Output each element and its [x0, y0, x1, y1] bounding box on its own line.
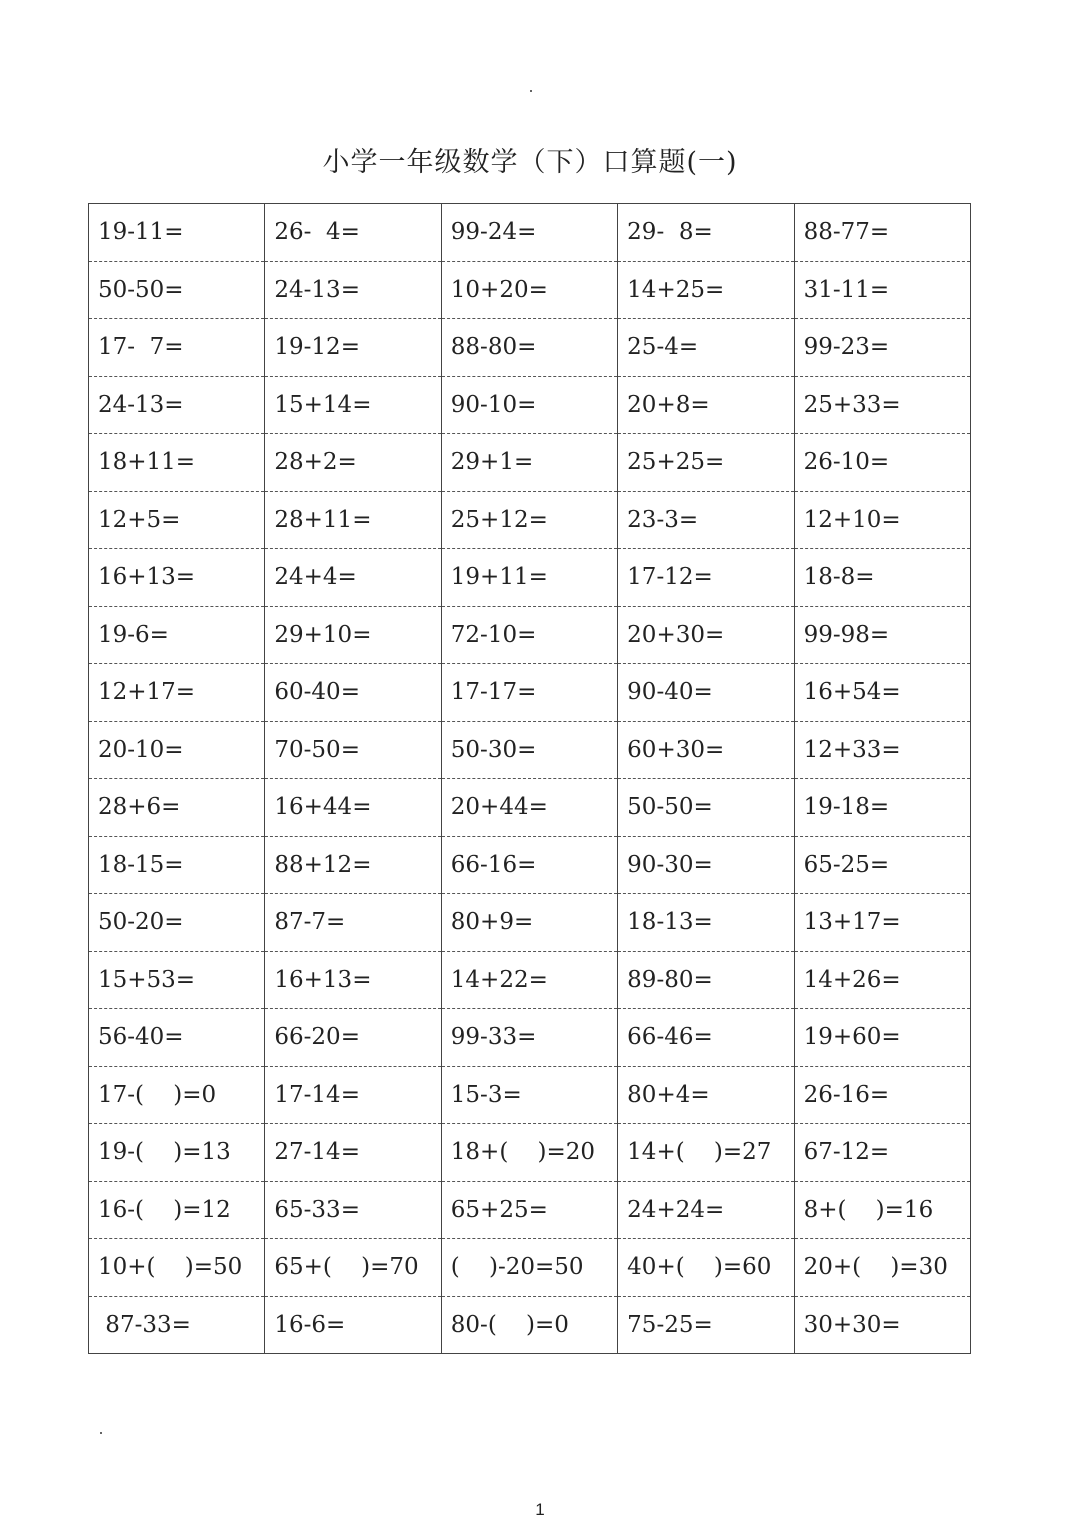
problem-cell: 19-( )=13 [89, 1124, 265, 1182]
problem-cell: 88-77= [794, 204, 970, 262]
problem-cell: 25+12= [441, 491, 617, 549]
problem-cell: 80+9= [441, 894, 617, 952]
arithmetic-table-body [89, 204, 971, 1354]
table-row [89, 549, 971, 607]
problem-cell: 20+44= [441, 779, 617, 837]
problem-cell: 50-20= [89, 894, 265, 952]
problem-cell: 12+33= [794, 721, 970, 779]
table-row [89, 1009, 971, 1067]
problem-cell: 65+( )=70 [265, 1239, 441, 1297]
problem-cell: 20+8= [618, 376, 794, 434]
problem-cell: 50-50= [618, 779, 794, 837]
problem-cell: 26-16= [794, 1066, 970, 1124]
problem-cell: 26-10= [794, 434, 970, 492]
table-row [89, 894, 971, 952]
table-row [89, 1239, 971, 1297]
problem-cell: 19+60= [794, 1009, 970, 1067]
problem-cell: 65+25= [441, 1181, 617, 1239]
problem-cell: 18+( )=20 [441, 1124, 617, 1182]
problem-cell: 90-40= [618, 664, 794, 722]
problem-cell: 90-10= [441, 376, 617, 434]
problem-cell: 16+13= [89, 549, 265, 607]
table-row [89, 376, 971, 434]
table-row [89, 1181, 971, 1239]
problem-cell: 28+2= [265, 434, 441, 492]
table-row [89, 204, 971, 262]
table-row [89, 779, 971, 837]
problem-cell: 28+11= [265, 491, 441, 549]
problem-cell: 99-23= [794, 319, 970, 377]
problem-cell: 80+4= [618, 1066, 794, 1124]
problem-cell: 23-3= [618, 491, 794, 549]
table-row [89, 721, 971, 779]
problem-cell: 72-10= [441, 606, 617, 664]
problem-cell: 66-16= [441, 836, 617, 894]
table-row [89, 664, 971, 722]
problem-cell: 87-33= [89, 1296, 265, 1354]
problem-cell: 16+13= [265, 951, 441, 1009]
table-row [89, 1066, 971, 1124]
problem-cell: 25+33= [794, 376, 970, 434]
problem-cell: 19-6= [89, 606, 265, 664]
problem-cell: 29+10= [265, 606, 441, 664]
problem-cell: 65-33= [265, 1181, 441, 1239]
problem-cell: 14+( )=27 [618, 1124, 794, 1182]
problem-cell: 17- 7= [89, 319, 265, 377]
problem-cell: 12+17= [89, 664, 265, 722]
table-row [89, 1124, 971, 1182]
problem-cell: 87-7= [265, 894, 441, 952]
problem-cell: 88-80= [441, 319, 617, 377]
problem-cell: 99-98= [794, 606, 970, 664]
problem-cell: 16-( )=12 [89, 1181, 265, 1239]
problem-cell: 24+24= [618, 1181, 794, 1239]
table-row [89, 951, 971, 1009]
problem-cell: 29+1= [441, 434, 617, 492]
problem-cell: 24-13= [265, 261, 441, 319]
problem-cell: 66-46= [618, 1009, 794, 1067]
table-row [89, 836, 971, 894]
problem-cell: 15+53= [89, 951, 265, 1009]
problem-cell: 26- 4= [265, 204, 441, 262]
problem-cell: 20+30= [618, 606, 794, 664]
problem-cell: 24+4= [265, 549, 441, 607]
problem-cell: 13+17= [794, 894, 970, 952]
problem-cell: 99-33= [441, 1009, 617, 1067]
problem-cell: 17-12= [618, 549, 794, 607]
page-number: 1 [535, 1500, 545, 1519]
problem-cell: 20-10= [89, 721, 265, 779]
problem-cell: 19-18= [794, 779, 970, 837]
problem-cell: 56-40= [89, 1009, 265, 1067]
problem-cell: 99-24= [441, 204, 617, 262]
problem-cell: 15-3= [441, 1066, 617, 1124]
problem-cell: 90-30= [618, 836, 794, 894]
problem-cell: 25+25= [618, 434, 794, 492]
problem-cell: 40+( )=60 [618, 1239, 794, 1297]
problem-cell: 16+54= [794, 664, 970, 722]
problem-cell: 14+22= [441, 951, 617, 1009]
table-row [89, 319, 971, 377]
problem-cell: 10+20= [441, 261, 617, 319]
problem-cell: 89-80= [618, 951, 794, 1009]
problem-cell: 60+30= [618, 721, 794, 779]
problem-cell: 50-30= [441, 721, 617, 779]
table-row [89, 261, 971, 319]
problem-cell: 17-17= [441, 664, 617, 722]
problem-cell: 18+11= [89, 434, 265, 492]
problem-cell: 19+11= [441, 549, 617, 607]
table-row [89, 1296, 971, 1354]
problem-cell: 18-13= [618, 894, 794, 952]
problem-cell: 14+26= [794, 951, 970, 1009]
problem-cell: 16+44= [265, 779, 441, 837]
problem-cell: 18-8= [794, 549, 970, 607]
problem-cell: 12+5= [89, 491, 265, 549]
problem-cell: 18-15= [89, 836, 265, 894]
problem-cell: 70-50= [265, 721, 441, 779]
problem-cell: 8+( )=16 [794, 1181, 970, 1239]
problem-cell: 27-14= [265, 1124, 441, 1182]
problem-cell: 75-25= [618, 1296, 794, 1354]
arithmetic-table [88, 203, 971, 1354]
problem-cell: 17-14= [265, 1066, 441, 1124]
problem-cell: 15+14= [265, 376, 441, 434]
stray-dot-top [530, 90, 532, 92]
problem-cell: 12+10= [794, 491, 970, 549]
problem-cell: 60-40= [265, 664, 441, 722]
problem-cell: 66-20= [265, 1009, 441, 1067]
problem-cell: 65-25= [794, 836, 970, 894]
problem-cell: 19-11= [89, 204, 265, 262]
problem-cell: 25-4= [618, 319, 794, 377]
problem-cell: 16-6= [265, 1296, 441, 1354]
problem-cell: 24-13= [89, 376, 265, 434]
problem-cell: 17-( )=0 [89, 1066, 265, 1124]
problem-cell: 14+25= [618, 261, 794, 319]
problem-cell: ( )-20=50 [441, 1239, 617, 1297]
problem-cell: 80-( )=0 [441, 1296, 617, 1354]
problem-cell: 19-12= [265, 319, 441, 377]
stray-dot-bottom [100, 1432, 102, 1434]
problem-cell: 50-50= [89, 261, 265, 319]
problem-cell: 88+12= [265, 836, 441, 894]
problem-cell: 31-11= [794, 261, 970, 319]
problem-cell: 67-12= [794, 1124, 970, 1182]
table-row [89, 434, 971, 492]
table-row [89, 491, 971, 549]
problem-cell: 28+6= [89, 779, 265, 837]
page-title: 小学一年级数学（下）口算题(一) [322, 147, 738, 178]
problem-cell: 29- 8= [618, 204, 794, 262]
problem-cell: 20+( )=30 [794, 1239, 970, 1297]
table-row [89, 606, 971, 664]
problem-cell: 30+30= [794, 1296, 970, 1354]
problem-cell: 10+( )=50 [89, 1239, 265, 1297]
